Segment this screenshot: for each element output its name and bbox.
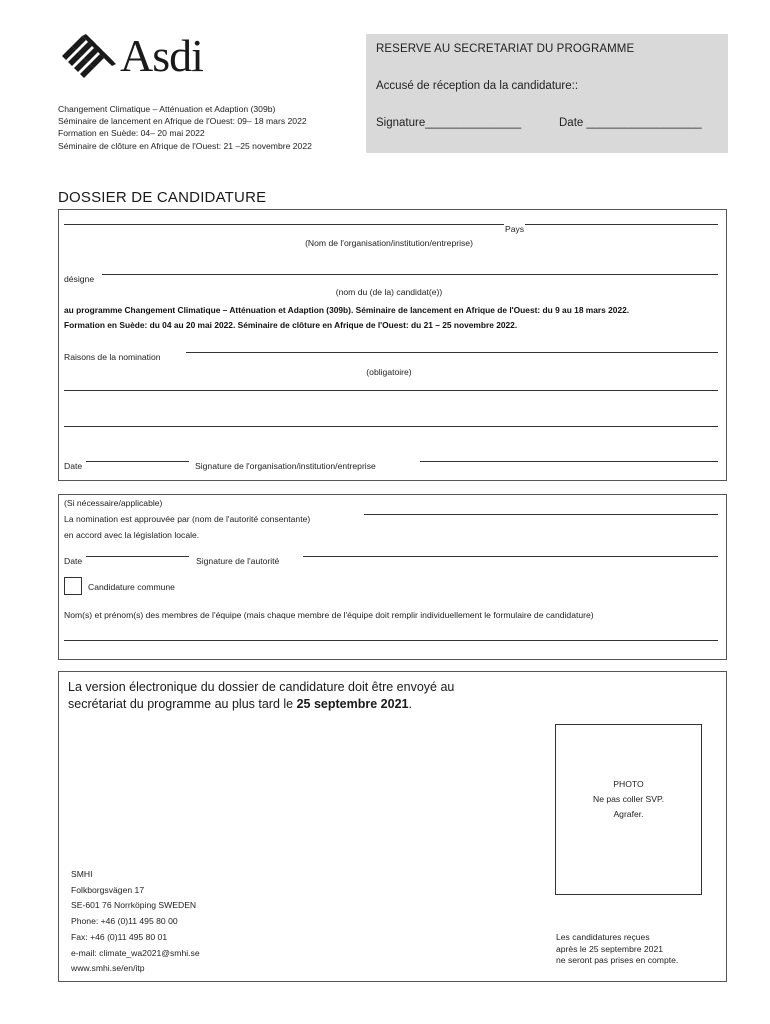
asdi-logo-mark-icon: [60, 33, 118, 79]
program-description-line: au programme Changement Climatique – Atténuation et Adaption (309b). Séminaire de lancement en Afrique de l'Ouest: du 9 au 18 mars 2022.: [64, 305, 630, 315]
date-label: Date: [64, 556, 83, 566]
email-link[interactable]: e-mail: climate_wa2021@smhi.se: [71, 947, 200, 958]
program-info-line: Séminaire de lancement en Afrique de l'Ouest: 09– 18 mars 2022: [58, 116, 307, 127]
nomination-section: [58, 209, 727, 481]
authority-signature-field[interactable]: [303, 556, 718, 557]
late-note-line: Les candidatures reçues: [556, 932, 650, 942]
secretariat-reserved-box: [366, 34, 728, 153]
approved-by-label: La nomination est approuvée par (nom de l'autorité consentante): [64, 514, 311, 524]
reserved-box-title: RESERVE AU SECRETARIAT DU PROGRAMME: [376, 43, 635, 55]
late-note-line: ne seront pas prises en compte.: [556, 955, 679, 965]
program-info-line: Formation en Suède: 04– 20 mai 2022: [58, 128, 205, 139]
legislation-note: en accord avec la législation locale.: [64, 530, 200, 540]
photo-label: PHOTO: [613, 779, 644, 789]
candidate-name-field[interactable]: [102, 274, 718, 275]
organisation-caption: (Nom de l'organisation/institution/entreprise): [305, 238, 473, 248]
authority-approval-section: [58, 494, 727, 660]
asdi-logo-text: Asdi: [120, 30, 203, 81]
program-info: [58, 103, 358, 152]
joint-application-label: Candidature commune: [88, 582, 175, 592]
if-applicable-note: (Si nécessaire/applicable): [64, 498, 163, 508]
reasons-caption: (obligatoire): [366, 367, 412, 377]
authority-name-field[interactable]: [364, 514, 718, 515]
pays-label: Pays: [505, 224, 525, 234]
program-info-line: Séminaire de clôture en Afrique de l'Ouest: 21 –25 novembre 2022: [58, 140, 312, 151]
photo-instruction-line: Ne pas coller SVP.: [592, 794, 664, 804]
program-description-line: Formation en Suède: du 04 au 20 mai 2022. Séminaire de clôture en Afrique de l'Ouest: du 21 – 25 novembre 2022.: [64, 320, 518, 330]
submission-info-section: [58, 671, 727, 982]
org-signature-field[interactable]: [420, 461, 718, 462]
date-field[interactable]: [86, 461, 189, 462]
reasons-field[interactable]: [186, 352, 718, 353]
late-note-line: après le 25 septembre 2021: [556, 943, 664, 954]
reasons-label: Raisons de la nomination: [64, 352, 161, 362]
address-line: Fax: +46 (0)11 495 80 01: [71, 931, 168, 942]
submission-instructions-end: .: [408, 697, 412, 711]
program-info-line: Changement Climatique – Atténuation et Adaption (309b): [58, 104, 276, 114]
reserved-date-field[interactable]: Date __________________: [559, 117, 702, 129]
late-application-note: [556, 932, 678, 967]
date-label: Date: [64, 461, 83, 471]
submission-instructions-text: La version électronique du dossier de candidature doit être envoyé au secrétariat du programme au plus tard le: [68, 680, 455, 711]
reserved-signature-field[interactable]: Signature_______________: [376, 117, 522, 129]
photo-placeholder: [555, 724, 702, 895]
smhi-address: [71, 867, 200, 977]
authority-date-field[interactable]: [86, 556, 189, 557]
organisation-field[interactable]: [64, 224, 504, 225]
country-field[interactable]: [525, 224, 718, 225]
authority-signature-label: Signature de l'autorité: [196, 556, 280, 566]
org-signature-label: Signature de l'organisation/institution/entreprise: [195, 461, 376, 471]
photo-instruction-line: Agrafer.: [613, 809, 644, 819]
candidate-caption: (nom du (de la) candidat(e)): [335, 287, 443, 297]
team-members-field[interactable]: [64, 640, 718, 641]
submission-instructions: [68, 679, 498, 713]
asdi-logo: [60, 30, 205, 81]
address-line: Phone: +46 (0)11 495 80 00: [71, 916, 178, 927]
website-link[interactable]: www.smhi.se/en/itp: [71, 963, 145, 974]
address-line: Folkborgsvägen 17: [71, 884, 145, 895]
address-line: SMHI: [71, 869, 93, 879]
acknowledgement-label: Accusé de réception da la candidature::: [376, 80, 579, 92]
reasons-field-line[interactable]: [64, 426, 718, 427]
joint-application-checkbox[interactable]: [64, 577, 82, 595]
photo-instructions: [556, 777, 701, 822]
designe-label: désigne: [64, 274, 95, 284]
page-title: DOSSIER DE CANDIDATURE: [58, 189, 267, 206]
submission-deadline: 25 septembre 2021: [296, 697, 409, 711]
team-members-label: Nom(s) et prénom(s) des membres de l'équipe (mais chaque membre de l'équipe doit remplir individuellement le formulaire de candidature): [64, 610, 594, 620]
reasons-field-line[interactable]: [64, 390, 718, 391]
address-line: SE-601 76 Norrköping SWEDEN: [71, 900, 197, 911]
